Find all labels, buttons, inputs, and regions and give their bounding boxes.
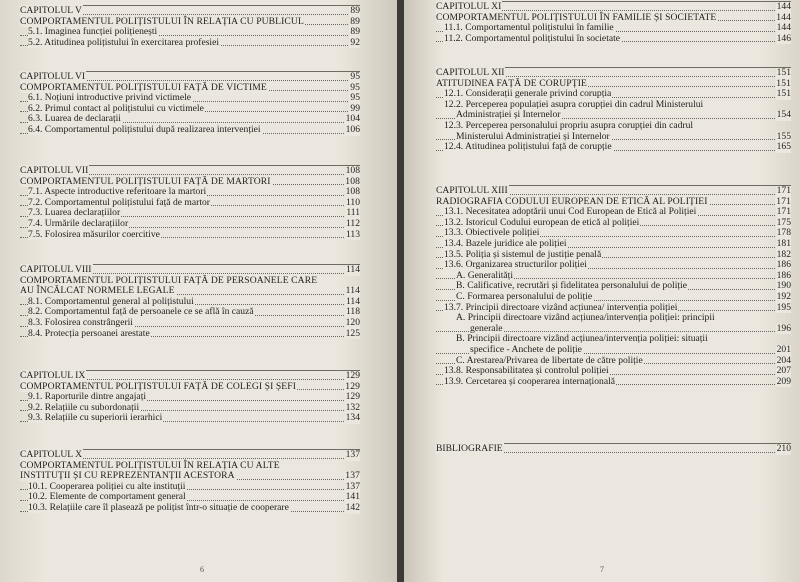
toc-entry-title: 7.3. Luarea declarațiilor xyxy=(28,207,121,219)
toc-entry-title: COMPORTAMENTUL POLIȚISTULUI ÎN RELAȚIA CU PUBLICUL xyxy=(20,15,304,27)
toc-entry-page: 132 xyxy=(345,401,360,413)
toc-entry-page: 171 xyxy=(776,195,791,207)
toc-entry-page: 209 xyxy=(776,375,791,387)
toc-entry-title: Administrației și Internelor xyxy=(456,109,561,121)
toc-entry-page: 89 xyxy=(350,5,360,16)
toc-entry-title: Ministerului Administrației și Internelor xyxy=(456,130,610,142)
toc-entry-title: 6.3. Luarea de declarații xyxy=(28,113,121,125)
toc-entry-title: 13.4. Bazele juridice ale poliției xyxy=(444,237,567,249)
toc-entry-page: 137 xyxy=(345,470,360,482)
toc-entry-page: 108 xyxy=(345,175,360,187)
toc-entry-title: COMPORTAMENTUL POLIȚISTULUI FAȚĂ DE COLEGI ȘI ȘEFI xyxy=(20,380,297,392)
toc-entry-title: CAPITOLUL VI xyxy=(20,71,86,82)
toc-entry-page: 171 xyxy=(776,185,791,196)
toc-entry-page: 108 xyxy=(345,186,360,198)
toc-entry-title: C. Arestarea/Privarea de libertate de către poliție xyxy=(456,354,643,366)
toc-entry-title: 12.2. Perceperea populației asupra corupției din cadrul Ministerului xyxy=(444,98,704,110)
toc-entry[interactable] xyxy=(20,125,360,136)
toc-entry-page: 151 xyxy=(776,67,791,78)
toc-entry-title: A. Generalități xyxy=(456,269,514,281)
toc-entry-title: 8.4. Protecția persoanei arestate xyxy=(28,327,150,339)
toc-entry-title: CAPITOLUL VII xyxy=(20,165,89,176)
toc-entry-page: 144 xyxy=(776,1,791,12)
toc-entry-title: 13.3. Obiectivele poliției xyxy=(444,227,540,239)
toc-section-vi xyxy=(20,71,360,136)
toc-entry-title: 5.2. Atitudinea polițistului în exercitarea profesiei xyxy=(28,36,220,48)
toc-entry-page: 201 xyxy=(776,343,791,355)
toc-entry[interactable] xyxy=(436,68,791,79)
toc-entry-page: 151 xyxy=(776,77,791,89)
toc-entry-page: 120 xyxy=(345,316,360,328)
toc-entry-page: 151 xyxy=(776,88,791,100)
toc-entry-title: CAPITOLUL XI xyxy=(436,1,502,12)
toc-section-bib xyxy=(436,443,791,455)
toc-entry-title: RADIOGRAFIA CODULUI EUROPEAN DE ETICĂ AL POLIȚIEI xyxy=(436,195,708,207)
toc-entry-title: 9.1. Raporturile dintre angajați xyxy=(28,391,147,403)
toc-entry-page: 207 xyxy=(776,365,791,377)
toc-entry-page: 134 xyxy=(345,412,360,424)
toc-entry-title: 7.1. Aspecte introductive referitoare la martori xyxy=(28,186,207,198)
toc-entry-title: 11.1. Comportamentul polițistului în familie xyxy=(444,22,614,34)
toc-entry-page: 178 xyxy=(776,227,791,239)
toc-entry-title: 8.3. Folosirea constrângerii xyxy=(28,316,133,328)
toc-entry[interactable] xyxy=(436,345,791,356)
toc-entry-page: 118 xyxy=(345,306,360,318)
toc-entry[interactable] xyxy=(20,413,360,424)
toc-section-xiii xyxy=(436,185,791,387)
toc-entry-title: 7.5. Folosirea măsurilor coercitive xyxy=(28,228,160,240)
toc-entry-title: 13.8. Responsabilitatea și controlul poliției xyxy=(444,365,609,377)
toc-entry-title: 13.2. Istoricul Codului european de etică al poliției xyxy=(444,216,640,228)
toc-entry-title: 9.2. Relațiile cu subordonații xyxy=(28,401,140,413)
toc-entry[interactable] xyxy=(20,219,360,230)
toc-entry-title: B. Principii directoare vizând acțiunea/intervenția poliției: situații xyxy=(456,333,708,345)
toc-entry-page: 114 xyxy=(345,285,360,297)
toc-entry-title: 13.9. Cercetarea și cooperarea internațională xyxy=(444,375,615,387)
toc-entry-title: 6.1. Noțiuni introductive privind victimele xyxy=(28,92,192,104)
toc-entry-title: ATITUDINEA FAȚĂ DE CORUPȚIE xyxy=(436,77,587,89)
toc-entry-title: 6.4. Comportamentul polițistului după realizarea intervenției xyxy=(28,123,261,135)
toc-entry-title: CAPITOLUL XIII xyxy=(436,185,508,196)
toc-entry[interactable] xyxy=(436,377,791,388)
toc-entry-title: 13.5. Poliția și sistemul de justiție penală xyxy=(444,248,602,260)
toc-entry-title: 10.1. Cooperarea poliției cu alte instituții xyxy=(28,480,186,492)
toc-section-v xyxy=(20,5,360,48)
toc-entry-title: CAPITOLUL XII xyxy=(436,67,505,78)
toc-entry-page: 154 xyxy=(776,109,791,121)
toc-entry-page: 108 xyxy=(345,165,360,176)
toc-entry-page: 129 xyxy=(345,380,360,392)
toc-entry-page: 195 xyxy=(776,301,791,313)
toc-section-xii xyxy=(436,67,791,153)
toc-entry-page: 144 xyxy=(776,11,791,23)
page-number: 7 xyxy=(600,565,604,574)
toc-entry[interactable] xyxy=(436,186,791,197)
toc-entry-title: CAPITOLUL X xyxy=(20,449,83,460)
toc-entry[interactable] xyxy=(436,292,791,303)
toc-entry-page: 99 xyxy=(350,102,360,114)
toc-entry[interactable] xyxy=(436,239,791,250)
toc-entry-title: COMPORTAMENTUL POLIȚISTULUI FAȚĂ DE PERSOANELE CARE xyxy=(20,274,318,286)
toc-entry-page: 129 xyxy=(345,391,360,403)
toc-entry-page: 114 xyxy=(345,295,360,307)
toc-entry-page: 95 xyxy=(350,71,360,82)
toc-entry-title: 8.1. Comportamentul general al polițistului xyxy=(28,295,194,307)
toc-entry-title: 13.6. Organizarea structurilor poliției xyxy=(444,259,587,271)
toc-entry-title: 10.2. Elemente de comportament general xyxy=(28,491,186,503)
toc-entry[interactable] xyxy=(436,2,791,13)
toc-entry-page: 204 xyxy=(776,354,791,366)
toc-entry-page: 89 xyxy=(350,15,360,27)
toc-entry[interactable] xyxy=(20,72,360,83)
toc-entry-page: 210 xyxy=(776,443,791,454)
toc-entry[interactable] xyxy=(436,142,791,153)
toc-entry-title: 5.1. Imaginea funcției polițienești xyxy=(28,26,158,38)
toc-entry-page: 186 xyxy=(776,269,791,281)
toc-entry[interactable] xyxy=(20,38,360,49)
left-page xyxy=(0,0,397,582)
toc-entry-page: 190 xyxy=(776,280,791,292)
toc-entry-page: 95 xyxy=(350,81,360,93)
toc-entry-title: COMPORTAMENTUL POLIȚISTULUI FAȚĂ DE MARTORI xyxy=(20,175,271,187)
toc-entry-title: 11.2. Comportamentul polițistului în societate xyxy=(444,32,621,44)
toc-entry-title: B. Calificative, recrutări și fidelitatea personalului de poliție xyxy=(456,280,687,292)
toc-entry-title: 10.3. Relațiile care îl plasează pe polițist într-o situație de cooperare xyxy=(28,501,289,513)
toc-entry-page: 111 xyxy=(346,207,360,219)
toc-entry-page: 186 xyxy=(776,259,791,271)
toc-section-ix xyxy=(20,370,360,424)
toc-entry-page: 125 xyxy=(345,327,360,339)
toc-entry-title: CAPITOLUL V xyxy=(20,5,82,16)
toc-entry-title: 12.4. Atitudinea polițistului față de corupție xyxy=(444,141,612,153)
toc-entry-title: 6.2. Primul contact al polițistului cu victimele xyxy=(28,102,204,114)
toc-entry-page: 144 xyxy=(776,22,791,34)
toc-entry[interactable] xyxy=(20,450,360,461)
toc-entry[interactable] xyxy=(20,166,360,177)
toc-section-x xyxy=(20,449,360,514)
toc-section-xi xyxy=(436,1,791,44)
toc-entry-title: COMPORTAMENTUL POLIȚISTULUI ÎN RELAȚIA CU ALTE xyxy=(20,459,280,471)
toc-entry-title: C. Formarea personalului de poliție xyxy=(456,290,593,302)
toc-entry-title: 8.2. Comportamentul față de persoanele ce se află în cauză xyxy=(28,306,254,318)
toc-entry-title: COMPORTAMENTUL POLIȚISTULUI FAȚĂ DE VICTIME xyxy=(20,81,267,93)
toc-entry-title: 7.4. Urmările declarațiilor xyxy=(28,217,129,229)
toc-entry-title: generale xyxy=(470,322,503,334)
toc-section-viii xyxy=(20,264,360,339)
toc-entry[interactable] xyxy=(20,6,360,17)
toc-entry-page: 142 xyxy=(345,501,360,513)
toc-entry-title: specifice - Anchete de poliție xyxy=(470,343,582,355)
toc-entry-page: 137 xyxy=(345,480,360,492)
toc-entry-page: 114 xyxy=(345,264,360,275)
toc-entry[interactable] xyxy=(20,503,360,514)
toc-entry-page: 155 xyxy=(776,130,791,142)
toc-entry-page: 110 xyxy=(345,196,360,208)
toc-entry-page: 181 xyxy=(776,237,791,249)
toc-entry-page: 137 xyxy=(345,449,360,460)
book-gutter xyxy=(397,0,404,582)
right-page xyxy=(404,0,800,582)
toc-entry-title: 7.2. Comportamentul polițistului față de martor xyxy=(28,196,210,208)
toc-entry-title: INSTITUȚII ȘI CU REPREZENTANȚII ACESTORA xyxy=(20,470,235,482)
toc-entry[interactable] xyxy=(436,121,791,132)
toc-entry-page: 192 xyxy=(776,290,791,302)
toc-entry-page: 106 xyxy=(345,123,360,135)
toc-entry-page: 112 xyxy=(345,217,360,229)
toc-entry-title: CAPITOLUL VIII xyxy=(20,264,92,275)
toc-entry[interactable] xyxy=(20,265,360,276)
toc-entry[interactable] xyxy=(20,329,360,340)
toc-entry-page: 92 xyxy=(350,36,360,48)
toc-entry-title: 13.1. Necesitatea adoptării unui Cod European de Etică al Poliției xyxy=(444,206,697,218)
toc-entry-title: 12.1. Considerații generale privind corupția xyxy=(444,88,612,100)
toc-entry-page: 141 xyxy=(345,491,360,503)
toc-entry[interactable] xyxy=(20,318,360,329)
toc-entry[interactable] xyxy=(20,371,360,382)
toc-entry-page: 129 xyxy=(345,370,360,381)
toc-entry-page: 95 xyxy=(350,92,360,104)
toc-entry-title: 12.3. Perceperea personalului propriu asupra corupției din cadrul xyxy=(444,119,694,131)
page-number: 6 xyxy=(200,565,204,574)
toc-entry-title: BIBLIOGRAFIE xyxy=(436,443,503,454)
toc-entry-title: AU ÎNCĂLCAT NORMELE LEGALE xyxy=(20,285,175,297)
toc-entry-title: COMPORTAMENTUL POLIȚISTULUI ÎN FAMILIE ȘI SOCIETATE xyxy=(436,11,717,23)
toc-entry-page: 175 xyxy=(776,216,791,228)
toc-entry-page: 171 xyxy=(776,206,791,218)
toc-entry-title: 9.3. Relațiile cu superiorii ierarhici xyxy=(28,412,163,424)
toc-section-vii xyxy=(20,165,360,240)
toc-entry[interactable] xyxy=(436,444,791,455)
toc-entry-title: 13.7. Principii directoare vizând acțiunea/ intervenția poliției xyxy=(444,301,678,313)
toc-entry-page: 89 xyxy=(350,26,360,38)
toc-entry-page: 104 xyxy=(345,113,360,125)
toc-entry-page: 165 xyxy=(776,141,791,153)
toc-entry-title: CAPITOLUL IX xyxy=(20,370,86,381)
toc-entry-page: 182 xyxy=(776,248,791,260)
toc-entry-page: 196 xyxy=(776,322,791,334)
toc-entry[interactable] xyxy=(20,230,360,241)
toc-entry[interactable] xyxy=(436,34,791,45)
toc-entry-title: A. Principii directoare vizând acțiunea/intervenția poliției: principii xyxy=(456,312,715,324)
toc-entry-page: 113 xyxy=(345,228,360,240)
toc-entry-page: 146 xyxy=(776,32,791,44)
